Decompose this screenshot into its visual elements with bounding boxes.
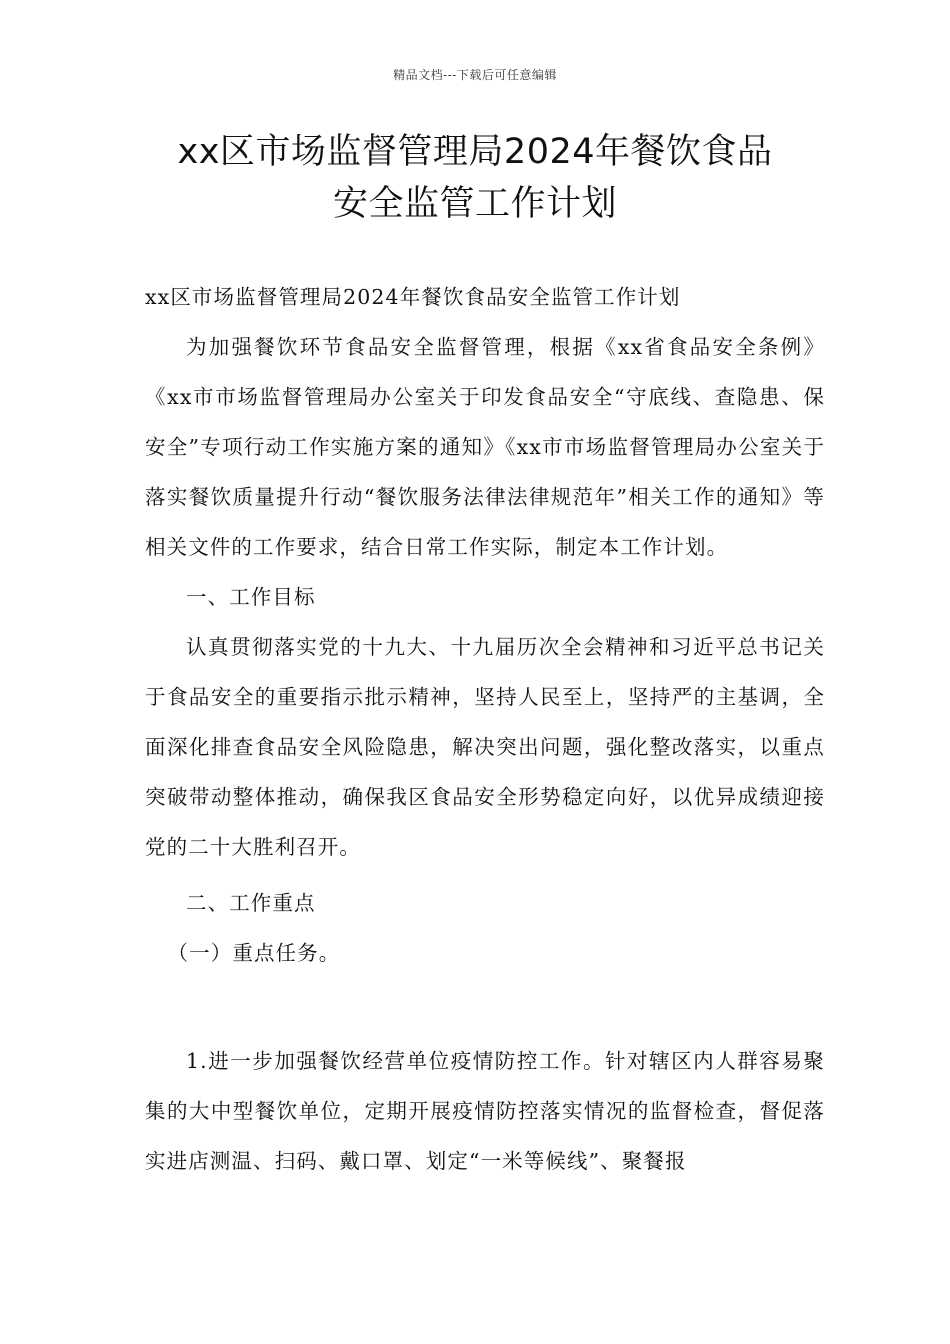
section-1-heading: 一、工作目标 — [186, 585, 316, 609]
doc-name-paragraph: xx区市场监督管理局2024年餐饮食品安全监管工作计划 — [145, 285, 681, 309]
document-body — [145, 272, 825, 1186]
subsection-1-heading: （一）重点任务。 — [167, 941, 341, 965]
title-line-1: xx区市场监督管理局2024年餐饮食品 — [177, 132, 773, 172]
section-1-body: 认真贯彻落实党的十九大、十九届历次全会精神和习近平总书记关于食品安全的重要指示批示精神，坚持人民至上，坚持严的主基调，全面深化排查食品安全风险隐患，解决突出问题，强化整改落实，以重点突破带动整体推动，确保我区食品安全形势稳定向好，以优异成绩迎接党的二十大胜利召开。 — [145, 635, 825, 859]
title-line-2: 安全监管工作计划 — [332, 184, 617, 224]
item-1-paragraph: 1.进一步加强餐饮经营单位疫情防控工作。针对辖区内人群容易聚集的大中型餐饮单位，定期开展疫情防控落实情况的监督检查，督促落实进店测温、扫码、戴口罩、划定“一米等候线”、聚餐报 — [145, 1049, 825, 1173]
document-title — [100, 126, 850, 230]
section-2-heading: 二、工作重点 — [186, 891, 316, 915]
intro-paragraph: 为加强餐饮环节食品安全监督管理，根据《xx省食品安全条例》《xx市市场监督管理局办公室关于印发食品安全“守底线、查隐患、保安全”专项行动工作实施方案的通知》《xx市市场监督管理局办公室关于落实餐饮质量提升行动“餐饮服务法律法律规范年”相关工作的通知》等相关文件的工作要求，结合日常工作实际，制定本工作计划。 — [145, 335, 825, 559]
header-note: 精品文档---下载后可任意编辑 — [393, 68, 557, 82]
